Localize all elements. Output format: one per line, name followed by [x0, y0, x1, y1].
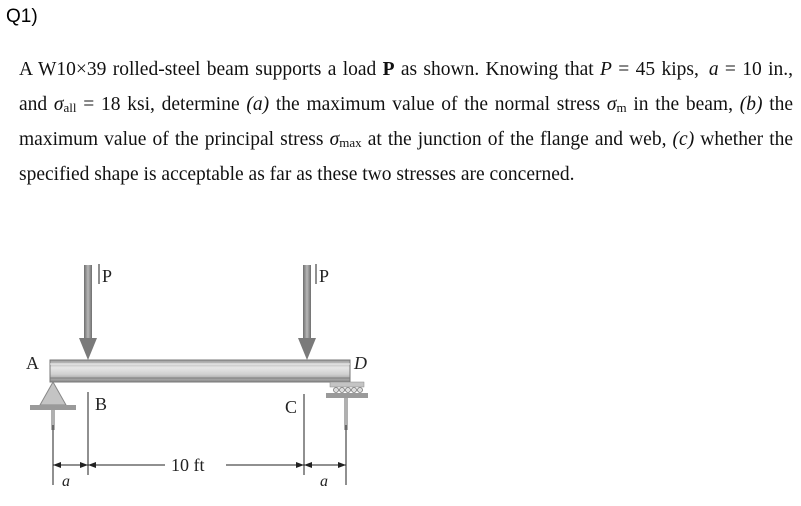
sigma-m-symbol: σ — [606, 94, 617, 115]
sigma-max-symbol: σ — [329, 129, 340, 150]
load-arrow-right — [298, 265, 316, 360]
determine-text: determine — [161, 94, 240, 115]
sigma-subscript-max: max — [339, 135, 362, 150]
sigma-symbol: σ — [53, 94, 64, 115]
intro-text: A W10×39 rolled-steel beam supports a load — [19, 59, 377, 80]
as-shown-text: as shown. Knowing that — [400, 59, 594, 80]
p-variable: P — [600, 59, 612, 80]
sigma-subscript-all: all — [63, 100, 77, 115]
problem-statement — [19, 52, 793, 192]
part-b-text: the maximum value of the principal stress — [19, 94, 794, 150]
load-label-left: P — [102, 266, 113, 286]
sigma-subscript-m: m — [616, 100, 627, 115]
p-value: = 45 kips, — [611, 59, 699, 80]
load-label-right: P — [319, 266, 330, 286]
in-beam-text: in the beam, — [633, 94, 733, 115]
point-d-label: D — [354, 353, 367, 373]
question-label: Q1) — [6, 6, 38, 27]
span-label: 10 ft — [171, 455, 205, 475]
beam — [50, 360, 350, 382]
part-a-text: the maximum value of the normal stress — [275, 94, 601, 115]
part-c-text: whether the specified shape is acceptable as far as these two stresses are concerned. — [19, 129, 794, 185]
a-variable: a — [708, 59, 719, 80]
roller-support-right — [326, 382, 368, 430]
junction-text: at the junction of the flange and web, — [367, 129, 667, 150]
pin-support-left — [30, 382, 76, 430]
load-arrow-left — [79, 265, 97, 360]
a-value: = 10 in., and — [19, 59, 793, 115]
dim-label-left: a — [62, 473, 70, 490]
point-a-label: A — [26, 353, 39, 373]
beam-diagram — [0, 250, 801, 506]
dim-label-right: a — [320, 473, 328, 490]
point-b-label: B — [95, 394, 108, 414]
part-c-label: (c) — [672, 129, 695, 150]
part-a-label: (a) — [246, 94, 270, 115]
load-symbol: P — [382, 59, 395, 80]
sigma-all-value: = 18 ksi, — [76, 94, 155, 115]
part-b-label: (b) — [739, 94, 763, 115]
point-c-label: C — [285, 397, 298, 417]
